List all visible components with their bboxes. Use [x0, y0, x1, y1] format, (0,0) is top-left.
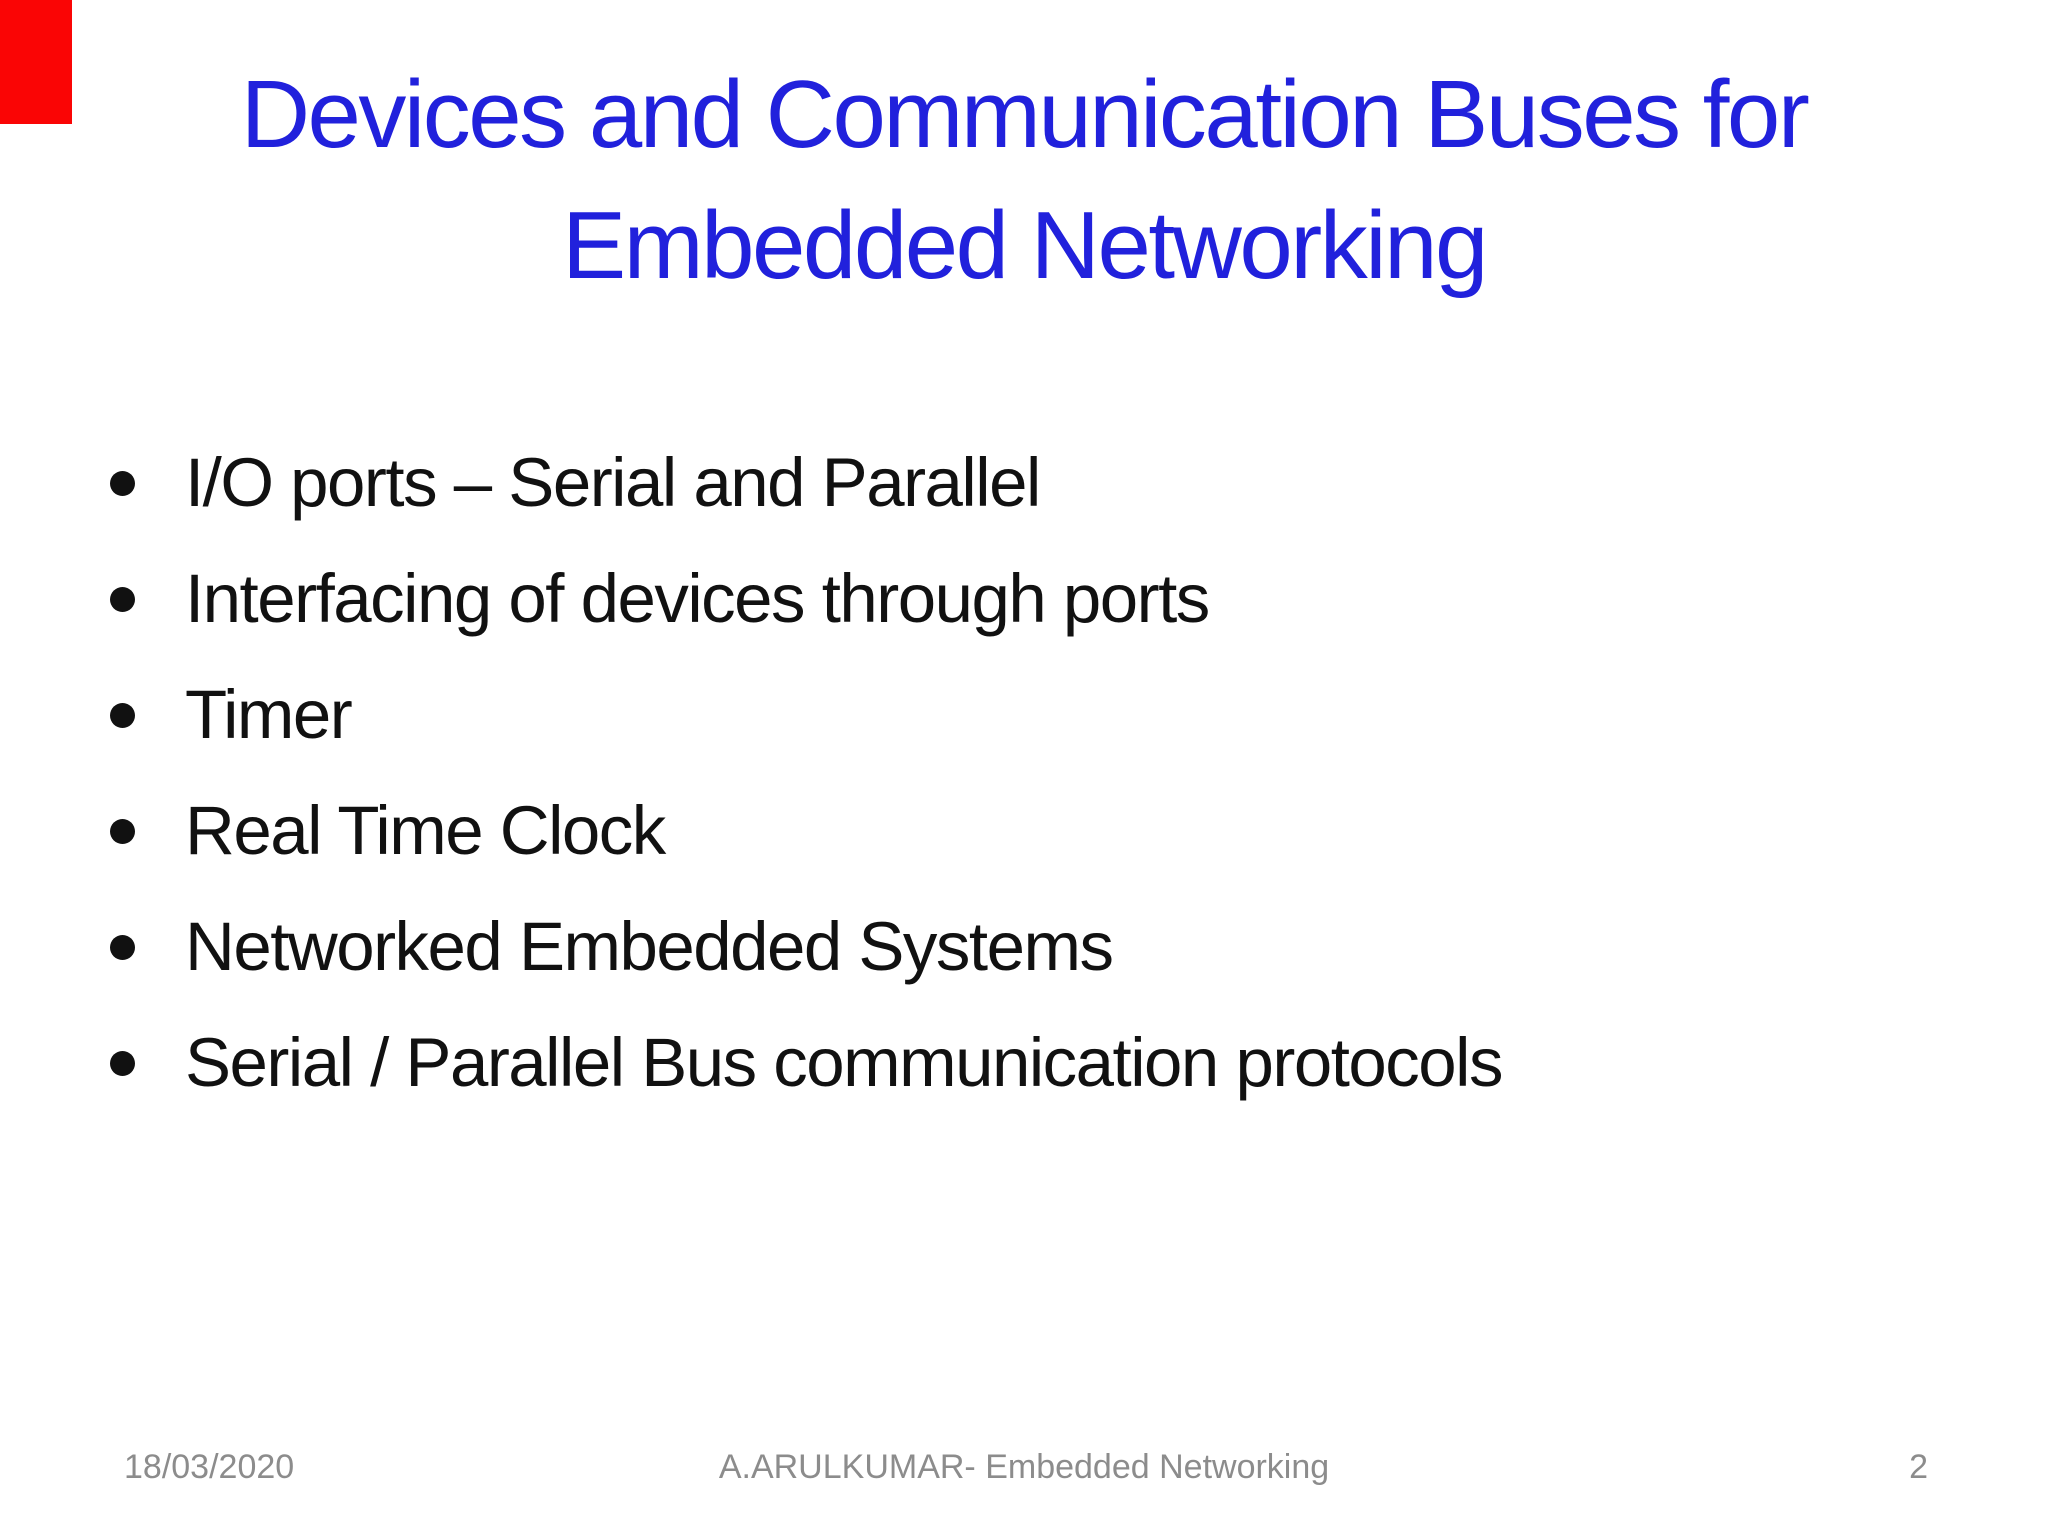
bullet-dot-icon	[110, 935, 135, 960]
bullet-text: Interfacing of devices through ports	[185, 560, 1209, 637]
bullet-item-networked-embedded-systems	[108, 889, 1502, 1005]
bullet-dot-icon	[110, 587, 135, 612]
bullet-list	[108, 425, 1502, 1121]
footer-page-number: 2	[1909, 1448, 1928, 1486]
bullet-dot-icon	[110, 1051, 135, 1076]
bullet-item-bus-protocols	[108, 1005, 1502, 1121]
bullet-item-interfacing	[108, 541, 1502, 657]
footer	[0, 1448, 2048, 1498]
bullet-text: Networked Embedded Systems	[185, 908, 1113, 985]
bullet-text: Real Time Clock	[185, 792, 665, 869]
bullet-text: I/O ports – Serial and Parallel	[185, 444, 1040, 521]
bullet-dot-icon	[110, 471, 135, 496]
slide-title	[0, 50, 2048, 311]
bullet-item-io-ports	[108, 425, 1502, 541]
bullet-dot-icon	[110, 703, 135, 728]
title-line-1: Devices and Communication Buses for	[240, 61, 1808, 168]
footer-author: A.ARULKUMAR- Embedded Networking	[718, 1448, 1330, 1486]
bullet-text: Serial / Parallel Bus communication protocols	[185, 1024, 1502, 1101]
bullet-item-real-time-clock	[108, 773, 1502, 889]
bullet-text: Timer	[185, 676, 352, 753]
bullet-item-timer	[108, 657, 1502, 773]
title-line-2: Embedded Networking	[562, 191, 1486, 299]
footer-date: 18/03/2020	[124, 1448, 295, 1486]
bullet-dot-icon	[110, 819, 135, 844]
